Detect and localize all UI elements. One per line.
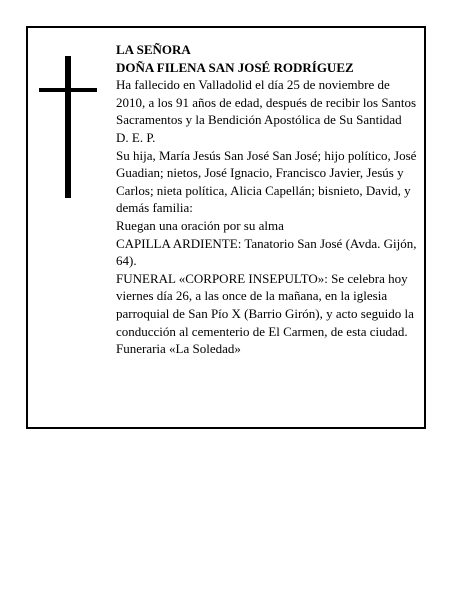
funeral-info: FUNERAL «CORPORE INSEPULTO»: Se celebra hoy viernes día 26, a las once de la mañana, en la iglesia parroquial de San Pío X (Barrio Girón), y acto seguido la conducción al cementerio de El Carmen, de esta ciudad. bbox=[116, 270, 414, 339]
notice-body bbox=[116, 41, 420, 358]
obituary-notice bbox=[26, 26, 426, 429]
cross-vertical-bar bbox=[65, 56, 71, 198]
cross-icon bbox=[39, 56, 97, 198]
dep-abbreviation: D. E. P. bbox=[116, 129, 156, 145]
family-list: Su hija, María Jesús San José San José; hijo político, José Guadian; nietos, José Ignacio, Francisco Javier, Jesús y Carlos; nieta política, Alicia Capellán; bisnieto, David, y demás familia: bbox=[116, 147, 417, 216]
deceased-name: DOÑA FILENA SAN JOSÉ RODRÍGUEZ bbox=[116, 59, 354, 75]
notice-title: LA SEÑORA bbox=[116, 42, 191, 57]
death-statement: Ha fallecido en Valladolid el día 25 de noviembre de 2010, a los 91 años de edad, después de recibir los Santos Sacramentos y la Bendición Apostólica de Su Santidad bbox=[116, 77, 417, 128]
prayer-request: Ruegan una oración por su alma bbox=[116, 217, 284, 233]
funeral-home: Funeraria «La Soledad» bbox=[116, 341, 241, 357]
cross-horizontal-bar bbox=[39, 88, 97, 92]
chapel-info: CAPILLA ARDIENTE: Tanatorio San José (Avda. Gijón, 64). bbox=[116, 235, 417, 269]
